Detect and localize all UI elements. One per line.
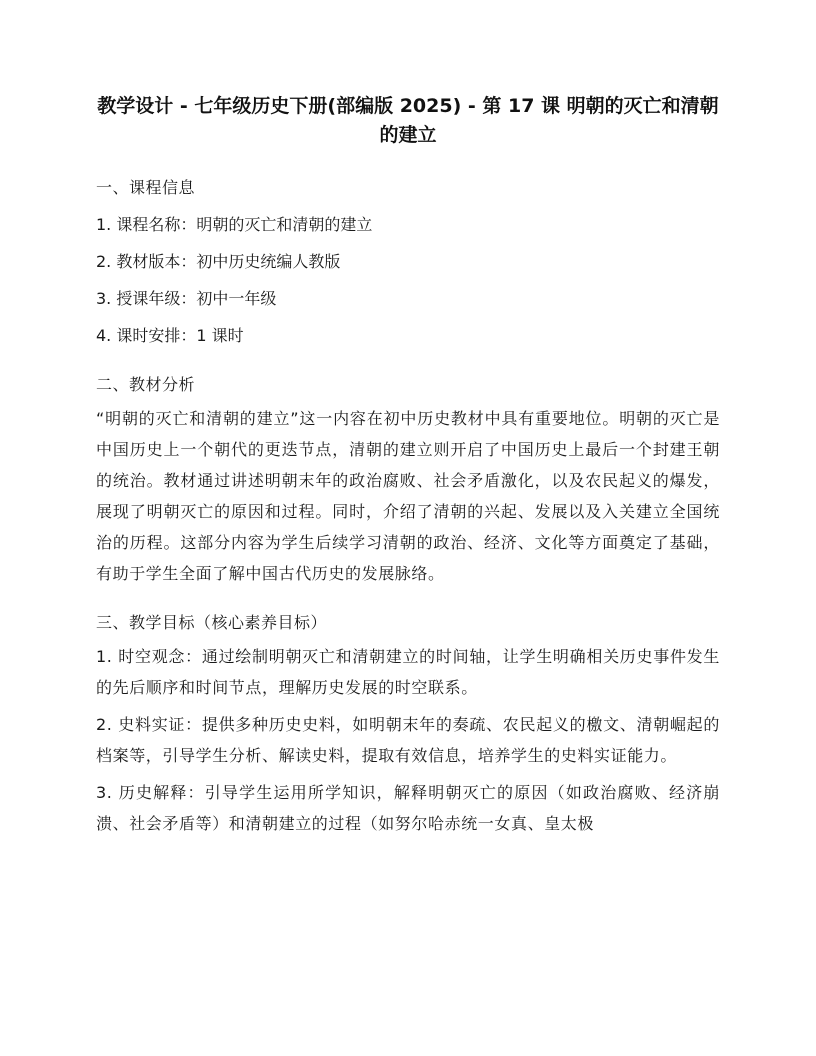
grade-line: 3. 授课年级：初中一年级	[96, 289, 277, 308]
document-title: 教学设计 - 七年级历史下册(部编版 2025) - 第 17 课 明朝的灭亡和清朝的建立	[97, 95, 719, 146]
goal-historical-evidence: 2. 史料实证：提供多种历史史料，如明朝末年的奏疏、农民起义的檄文、清朝崛起的档案等，引导学生分析、解读史料，提取有效信息，培养学生的史料实证能力。	[96, 715, 720, 765]
section-heading-course-info: 一、课程信息	[96, 178, 196, 197]
goal-spatiotemporal: 1. 时空观念：通过绘制明朝灭亡和清朝建立的时间轴，让学生明确相关历史事件发生的先后顺序和时间节点，理解历史发展的时空联系。	[96, 647, 720, 697]
textbook-version-line: 2. 教材版本：初中历史统编人教版	[96, 252, 341, 271]
textbook-analysis-paragraph: “明朝的灭亡和清朝的建立”这一内容在初中历史教材中具有重要地位。明朝的灭亡是中国历史上一个朝代的更迭节点，清朝的建立则开启了中国历史上最后一个封建王朝的统治。教材通过讲述明朝末年的政治腐败、社会矛盾激化，以及农民起义的爆发，展现了明朝灭亡的原因和过程。同时，介绍了清朝的兴起、发展以及入关建立全国统治的历程。这部分内容为学生后续学习清朝的政治、经济、文化等方面奠定了基础，有助于学生全面了解中国古代历史的发展脉络。	[96, 409, 720, 583]
class-hours-line: 4. 课时安排：1 课时	[96, 326, 244, 345]
course-name-line: 1. 课程名称：明朝的灭亡和清朝的建立	[96, 215, 373, 234]
section-heading-teaching-goals: 三、教学目标（核心素养目标）	[96, 613, 328, 632]
spacer	[96, 354, 720, 366]
spacer	[96, 589, 720, 604]
section-heading-textbook-analysis: 二、教材分析	[96, 375, 196, 394]
document-page	[96, 92, 720, 845]
goal-historical-explanation: 3. 历史解释：引导学生运用所学知识，解释明朝灭亡的原因（如政治腐败、经济崩溃、社会矛盾等）和清朝建立的过程（如努尔哈赤统一女真、皇太极	[96, 783, 720, 833]
